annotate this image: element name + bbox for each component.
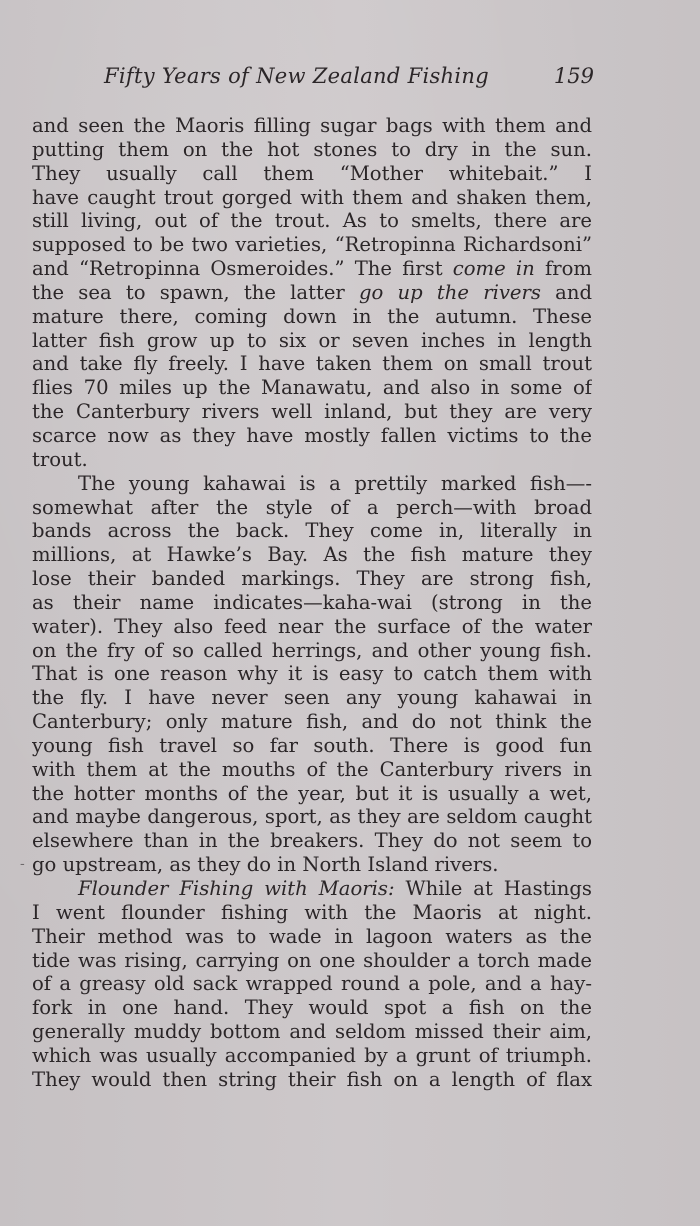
- text-line: [32, 734, 592, 758]
- body-text: [32, 114, 592, 1092]
- margin-mark: -: [20, 856, 25, 872]
- text-run: on the fry of so called herrings, and other young fish.: [32, 638, 592, 662]
- text-run: They would then string their fish on a length of flax: [32, 1067, 592, 1091]
- text-line: [32, 805, 592, 829]
- text-line: [32, 138, 592, 162]
- text-run: They usually call them “Mother whitebait.” I: [32, 161, 592, 185]
- text-run: and maybe dangerous, sport, as they are seldom caught: [32, 805, 592, 829]
- text-run: supposed to be two varieties, “Retropinna Richardsoni”: [32, 233, 592, 257]
- text-run: and: [540, 280, 592, 304]
- text-line: [32, 281, 592, 305]
- text-line: [32, 925, 592, 949]
- text-run: of a greasy old sack wrapped round a pole, and a hay-: [32, 972, 592, 996]
- text-line: [32, 686, 592, 710]
- text-run: with them at the mouths of the Canterbury rivers in: [32, 757, 592, 781]
- text-run: flies 70 miles up the Manawatu, and also in some of: [32, 376, 592, 400]
- text-line: [32, 1020, 592, 1044]
- text-line: [32, 901, 592, 925]
- text-run: which was usually accompanied by a grunt of triumph.: [32, 1043, 592, 1067]
- text-run: have caught trout gorged with them and shaken them,: [32, 185, 592, 209]
- text-run: Their method was to wade in lagoon waters as the: [32, 924, 592, 948]
- text-run: the fly. I have never seen any young kahawai in: [32, 686, 592, 710]
- text-line: [32, 1068, 592, 1092]
- text-line: [32, 853, 592, 877]
- text-run: tide was rising, carrying on one shoulder a torch made: [32, 948, 592, 972]
- text-line: [32, 400, 592, 424]
- text-line: [32, 1044, 592, 1068]
- running-title: Fifty Years of New Zealand Fishing: [104, 64, 489, 88]
- text-run: millions, at Hawke’s Bay. As the fish mature they: [32, 543, 592, 567]
- text-run: the sea to spawn, the latter: [32, 280, 359, 304]
- text-run: lose their banded markings. They are strong fish,: [32, 567, 592, 591]
- text-line: [32, 329, 592, 353]
- text-run: putting them on the hot stones to dry in the sun.: [32, 137, 592, 161]
- text-line: [32, 615, 592, 639]
- text-run: bands across the back. They come in, literally in: [32, 519, 592, 543]
- text-line: [32, 782, 592, 806]
- text-run: The young kahawai is a prettily marked fish—-: [78, 471, 592, 495]
- text-line: [32, 543, 592, 567]
- text-line: [32, 567, 592, 591]
- text-run: somewhat after the style of a perch—with broad: [32, 495, 592, 519]
- text-run: I went flounder fishing with the Maoris at night.: [32, 900, 592, 924]
- text-line: [32, 186, 592, 210]
- text-run: from: [534, 257, 592, 281]
- text-line: [32, 424, 592, 448]
- text-line: [32, 376, 592, 400]
- text-line: [32, 257, 592, 281]
- text-line: [32, 448, 592, 472]
- italic-text: Flounder Fishing with Maoris:: [78, 877, 395, 900]
- text-run: still living, out of the trout. As to smelts, there are: [32, 209, 592, 233]
- text-run: generally muddy bottom and seldom missed their aim,: [32, 1020, 592, 1044]
- text-line: [32, 996, 592, 1020]
- text-line: [32, 662, 592, 686]
- text-line: [32, 639, 592, 663]
- text-line: [32, 829, 592, 853]
- text-line: [32, 305, 592, 329]
- text-line: [32, 758, 592, 782]
- text-run: fork in one hand. They would spot a fish on the: [32, 996, 592, 1020]
- text-line: [32, 114, 592, 138]
- text-run: the hotter months of the year, but it is usually a wet,: [32, 781, 592, 805]
- text-line: [32, 233, 592, 257]
- text-line: [32, 472, 592, 496]
- text-run: elsewhere than in the breakers. They do not seem to: [32, 829, 592, 853]
- text-line: [32, 710, 592, 734]
- text-run: young fish travel so far south. There is good fun: [32, 733, 592, 757]
- text-run: latter fish grow up to six or seven inches in length: [32, 328, 592, 352]
- text-line: [32, 591, 592, 615]
- text-line: [32, 352, 592, 376]
- italic-text: come in: [452, 257, 535, 281]
- text-run: the Canterbury rivers well inland, but they are very: [32, 400, 592, 424]
- page-number: 159: [553, 64, 594, 88]
- text-line: [32, 496, 592, 520]
- text-run: Canterbury; only mature fish, and do not think the: [32, 710, 592, 734]
- text-run: go upstream, as they do in North Island rivers.: [32, 853, 499, 877]
- text-line: [32, 949, 592, 973]
- text-run: as their name indicates—kaha-wai (strong in the: [32, 590, 592, 614]
- italic-text: go up the rivers: [359, 280, 541, 304]
- text-run: mature there, coming down in the autumn. These: [32, 304, 592, 328]
- text-run: While at Hastings: [394, 877, 592, 900]
- text-run: water). They also feed near the surface of the water: [32, 614, 592, 638]
- text-run: scarce now as they have mostly fallen victims to the: [32, 423, 592, 447]
- text-run: That is one reason why it is easy to catch them with: [32, 662, 592, 686]
- text-line: [32, 209, 592, 233]
- text-line: [32, 162, 592, 186]
- text-line: [32, 972, 592, 996]
- text-line: [32, 877, 592, 901]
- text-run: and seen the Maoris filling sugar bags with them and: [32, 114, 592, 137]
- text-run: and “Retropinna Osmeroides.” The first: [32, 257, 453, 281]
- text-run: and take fly freely. I have taken them on small trout: [32, 352, 592, 376]
- text-run: trout.: [32, 447, 88, 471]
- text-line: [32, 519, 592, 543]
- running-head: [34, 64, 594, 94]
